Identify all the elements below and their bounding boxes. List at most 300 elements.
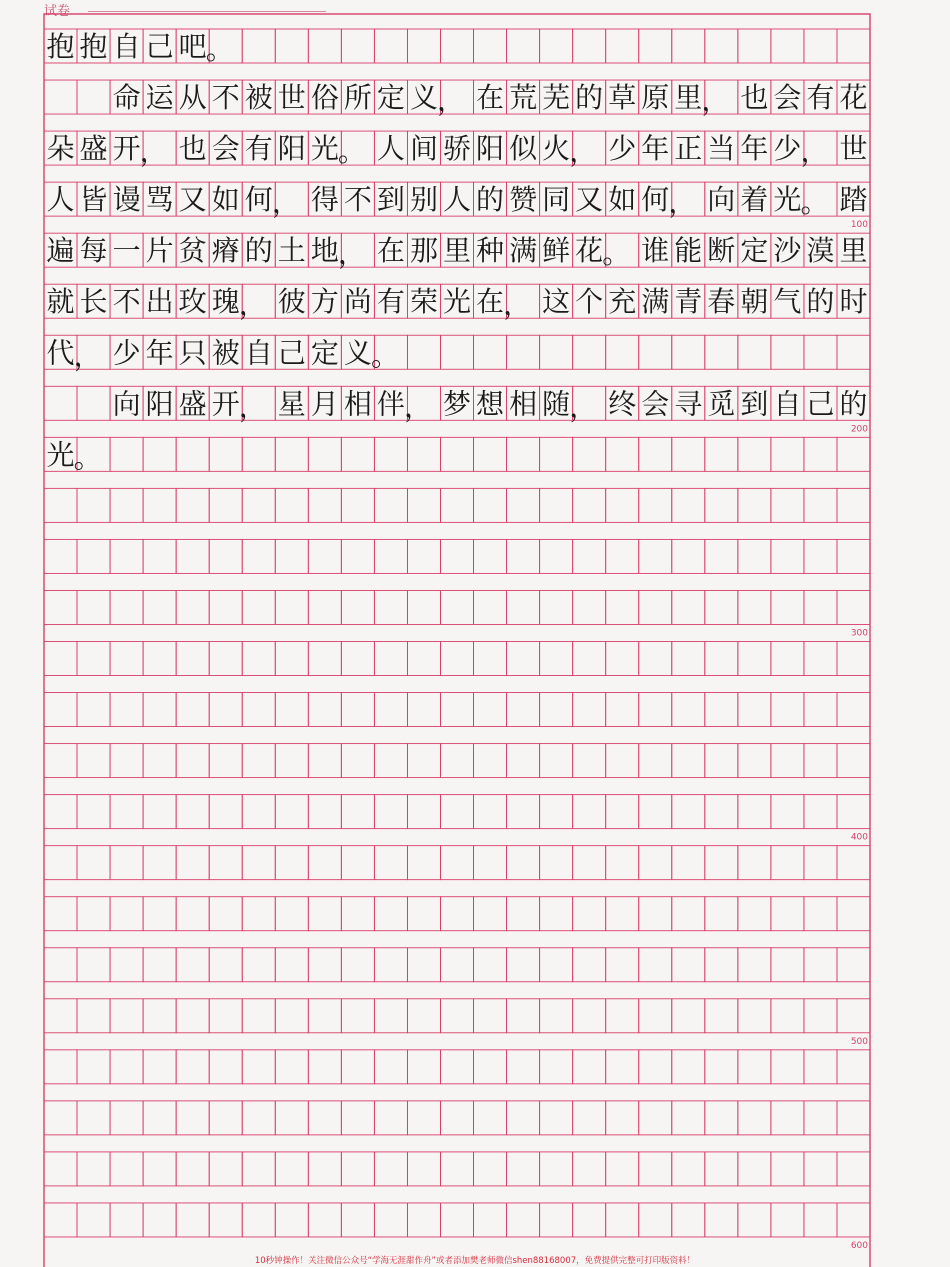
- grid-cell: [110, 1050, 143, 1084]
- grid-cell: [474, 1203, 507, 1237]
- grid-cell: [474, 897, 507, 931]
- grid-cell: [639, 744, 672, 778]
- grid-cell: [804, 1152, 837, 1186]
- grid-cell: [738, 1152, 771, 1186]
- essay-character: 沙: [773, 234, 802, 268]
- grid-cell: [804, 488, 837, 522]
- grid-cell: [341, 642, 374, 676]
- essay-character: 相: [343, 387, 372, 421]
- grid-cell: [143, 1050, 176, 1084]
- grid-cell: [110, 488, 143, 522]
- grid-cell: [44, 1203, 77, 1237]
- grid-cell: [474, 1050, 507, 1084]
- grid-cell: [540, 846, 573, 880]
- grid-cell: [407, 846, 440, 880]
- essay-character: 到: [740, 387, 769, 421]
- grid-cell: [143, 437, 176, 471]
- grid-cell: [308, 948, 341, 982]
- essay-character: 年: [641, 132, 670, 166]
- grid-cell: [540, 335, 573, 369]
- grid-cell: [440, 1203, 473, 1237]
- grid-cell: [507, 642, 540, 676]
- grid-cell: [44, 590, 77, 624]
- grid-cell: [804, 1050, 837, 1084]
- grid-cell: [672, 539, 705, 573]
- grid-cell: [242, 795, 275, 829]
- grid-cell: [275, 29, 308, 63]
- grid-cell: [804, 1203, 837, 1237]
- grid-cell: [341, 693, 374, 727]
- grid-cell: [143, 539, 176, 573]
- grid-cell: [308, 795, 341, 829]
- grid-cell: [639, 1203, 672, 1237]
- grid-cell: [440, 335, 473, 369]
- grid-cell: [804, 897, 837, 931]
- grid-cell: [540, 948, 573, 982]
- grid-cell: [507, 590, 540, 624]
- essay-character: 终: [608, 387, 637, 421]
- grid-cell: [738, 29, 771, 63]
- essay-character: 踏: [839, 183, 868, 217]
- grid-cell: [639, 437, 672, 471]
- grid-cell: [341, 539, 374, 573]
- grid-cell: [110, 693, 143, 727]
- char-counter: 300: [850, 628, 868, 639]
- grid-cell: [308, 642, 341, 676]
- grid-cell: [242, 642, 275, 676]
- grid-cell: [440, 693, 473, 727]
- essay-character: 着: [740, 183, 769, 217]
- grid-cell: [606, 29, 639, 63]
- grid-cell: [771, 744, 804, 778]
- grid-cell: [44, 642, 77, 676]
- grid-cell: [639, 948, 672, 982]
- essay-character: 芜: [542, 81, 571, 115]
- grid-cell: [374, 590, 407, 624]
- essay-character: 自: [244, 336, 273, 370]
- essay-character: 长: [79, 285, 108, 319]
- essay-character: 草: [608, 81, 637, 115]
- essay-character: 就: [46, 285, 75, 319]
- grid-cell: [573, 846, 606, 880]
- grid-cell: [374, 1152, 407, 1186]
- grid-cell: [143, 999, 176, 1033]
- essay-character: 荣: [409, 285, 438, 319]
- essay-character: 出: [145, 285, 174, 319]
- essay-character: 会: [773, 81, 802, 115]
- grid-cell: [771, 693, 804, 727]
- grid-cell: [242, 693, 275, 727]
- grid-cell: [639, 693, 672, 727]
- essay-character: ，: [701, 84, 730, 118]
- grid-cell: [573, 539, 606, 573]
- essay-character: 被: [244, 81, 273, 115]
- grid-cell: [837, 999, 870, 1033]
- grid-cell: [540, 488, 573, 522]
- grid-cell: [209, 642, 242, 676]
- grid-cell: [143, 1101, 176, 1135]
- grid-cell: [474, 693, 507, 727]
- grid-cell: [837, 1203, 870, 1237]
- grid-cell: [275, 744, 308, 778]
- grid-cell: [540, 437, 573, 471]
- grid-cell: [242, 488, 275, 522]
- essay-character: 如: [211, 183, 240, 217]
- grid-cell: [77, 642, 110, 676]
- grid-cell: [540, 539, 573, 573]
- grid-cell: [639, 846, 672, 880]
- grid-cell: [738, 539, 771, 573]
- grid-cell: [440, 1050, 473, 1084]
- grid-cell: [804, 693, 837, 727]
- grid-cell: [374, 1050, 407, 1084]
- grid-cell: [705, 335, 738, 369]
- grid-cell: [308, 744, 341, 778]
- grid-cell: [143, 642, 176, 676]
- grid-cell: [407, 948, 440, 982]
- grid-cell: [507, 795, 540, 829]
- grid-cell: [573, 335, 606, 369]
- grid-cell: [573, 693, 606, 727]
- grid-cell: [474, 1152, 507, 1186]
- grid-cell: [209, 897, 242, 931]
- grid-cell: [110, 437, 143, 471]
- essay-character: 皆: [79, 183, 108, 217]
- essay-character: 吧: [178, 30, 207, 63]
- grid-cell: [573, 897, 606, 931]
- essay-character: 会: [211, 132, 240, 166]
- essay-character: 寻: [674, 387, 703, 421]
- grid-cell: [374, 744, 407, 778]
- grid-cell: [275, 948, 308, 982]
- grid-cell: [507, 744, 540, 778]
- essay-character: 自: [773, 387, 802, 421]
- grid-cell: [44, 795, 77, 829]
- essay-character: 俗: [310, 81, 339, 115]
- grid-cell: [440, 999, 473, 1033]
- grid-cell: [176, 999, 209, 1033]
- grid-cell: [440, 437, 473, 471]
- grid-cell: [341, 1101, 374, 1135]
- grid-cell: [407, 1152, 440, 1186]
- grid-cell: [374, 846, 407, 880]
- grid-cell: [672, 1203, 705, 1237]
- essay-character: 的: [575, 81, 604, 115]
- grid-cell: [738, 897, 771, 931]
- grid-cell: [705, 1050, 738, 1084]
- grid-cell: [242, 1050, 275, 1084]
- essay-character: 人: [442, 183, 472, 217]
- grid-cell: [341, 897, 374, 931]
- essay-character: 开: [211, 387, 240, 421]
- grid-cell: [209, 744, 242, 778]
- grid-cell: [374, 539, 407, 573]
- grid-cell: [507, 29, 540, 63]
- grid-cell: [540, 590, 573, 624]
- grid-cell: [209, 590, 242, 624]
- essay-character: 。: [800, 186, 829, 220]
- grid-cell: [507, 539, 540, 573]
- grid-cell: [606, 744, 639, 778]
- grid-cell: [209, 488, 242, 522]
- grid-cell: [705, 29, 738, 63]
- essay-character: 命: [112, 81, 141, 115]
- grid-cell: [837, 1152, 870, 1186]
- grid-cell: [804, 999, 837, 1033]
- essay-character: ，: [271, 186, 300, 220]
- grid-cell: [804, 29, 837, 63]
- grid-cell: [606, 642, 639, 676]
- essay-character: 光: [46, 438, 75, 472]
- grid-cell: [242, 437, 275, 471]
- essay-character: 里: [442, 234, 472, 268]
- essay-character: 阳: [145, 387, 174, 421]
- essay-character: 开: [112, 132, 141, 166]
- grid-cell: [209, 1203, 242, 1237]
- essay-character: 满: [641, 285, 670, 319]
- grid-cell: [44, 744, 77, 778]
- grid-cell: [738, 488, 771, 522]
- grid-cell: [143, 488, 176, 522]
- grid-cell: [705, 999, 738, 1033]
- grid-cell: [44, 80, 77, 114]
- essay-character: 个: [575, 285, 604, 319]
- essay-character: 骄: [442, 132, 472, 166]
- grid-cell: [110, 795, 143, 829]
- grid-cell: [44, 1101, 77, 1135]
- grid-cell: [837, 795, 870, 829]
- grid-cell: [110, 1101, 143, 1135]
- essay-character: 赞: [509, 183, 538, 217]
- grid-cell: [77, 488, 110, 522]
- grid-cell: [771, 590, 804, 624]
- grid-cell: [705, 488, 738, 522]
- grid-cell: [308, 488, 341, 522]
- grid-cell: [837, 539, 870, 573]
- grid-cell: [407, 999, 440, 1033]
- essay-character: 荒: [509, 81, 538, 115]
- grid-cell: [672, 29, 705, 63]
- grid-cell: [407, 437, 440, 471]
- essay-character: 在: [376, 234, 405, 268]
- grid-cell: [44, 386, 77, 420]
- essay-character: 一: [112, 234, 141, 268]
- grid-cell: [143, 1203, 176, 1237]
- grid-cell: [771, 1101, 804, 1135]
- grid-cell: [837, 846, 870, 880]
- grid-cell: [474, 335, 507, 369]
- essay-character: 青: [674, 285, 703, 319]
- grid-cell: [176, 1203, 209, 1237]
- essay-character: 。: [73, 441, 102, 475]
- grid-cell: [77, 1152, 110, 1186]
- essay-character: 世: [277, 81, 306, 115]
- grid-cell: [308, 29, 341, 63]
- essay-character: 代: [46, 336, 75, 370]
- grid-cell: [44, 539, 77, 573]
- essay-character: 似: [509, 132, 538, 166]
- grid-cell: [440, 795, 473, 829]
- essay-character: 定: [376, 81, 405, 115]
- grid-cell: [606, 846, 639, 880]
- grid-cell: [77, 948, 110, 982]
- grid-cell: [110, 1203, 143, 1237]
- essay-character: 每: [79, 234, 108, 268]
- essay-character: 有: [376, 285, 405, 319]
- grid-cell: [77, 846, 110, 880]
- essay-character: 贫: [178, 234, 207, 268]
- essay-character: ，: [503, 288, 532, 322]
- grid-cell: [705, 846, 738, 880]
- grid-cell: [804, 539, 837, 573]
- grid-cell: [341, 437, 374, 471]
- essay-character: 气: [773, 285, 802, 319]
- grid-cell: [804, 1101, 837, 1135]
- essay-character: 定: [740, 234, 769, 268]
- grid-cell: [672, 693, 705, 727]
- grid-cell: [341, 795, 374, 829]
- grid-cell: [507, 1050, 540, 1084]
- grid-cell: [440, 642, 473, 676]
- grid-cell: [242, 1203, 275, 1237]
- grid-cell: [44, 693, 77, 727]
- grid-cell: [407, 795, 440, 829]
- essay-character: 间: [409, 132, 438, 166]
- essay-character: ，: [668, 186, 697, 220]
- grid-cell: [540, 693, 573, 727]
- essay-character: ，: [139, 135, 168, 169]
- grid-cell: [804, 795, 837, 829]
- grid-cell: [275, 693, 308, 727]
- grid-cell: [407, 744, 440, 778]
- grid-cell: [474, 488, 507, 522]
- grid-cell: [738, 948, 771, 982]
- essay-character: ，: [569, 390, 598, 424]
- grid-cell: [209, 1050, 242, 1084]
- grid-cell: [209, 795, 242, 829]
- grid-cell: [176, 846, 209, 880]
- grid-cell: [440, 744, 473, 778]
- essay-character: 到: [376, 183, 405, 217]
- grid-cell: [837, 897, 870, 931]
- grid-cell: [573, 29, 606, 63]
- essay-character: 的: [806, 285, 835, 319]
- essay-character: 。: [370, 339, 399, 373]
- essay-character: 尚: [343, 285, 372, 319]
- grid-cell: [573, 744, 606, 778]
- grid-cell: [507, 1152, 540, 1186]
- grid-cell: [44, 1152, 77, 1186]
- grid-cell: [209, 693, 242, 727]
- grid-cell: [77, 693, 110, 727]
- essay-character: 骂: [145, 183, 174, 217]
- grid-cell: [771, 846, 804, 880]
- grid-cell: [176, 437, 209, 471]
- grid-cell: [77, 1050, 110, 1084]
- grid-cell: [771, 437, 804, 471]
- grid-cell: [705, 948, 738, 982]
- grid-cell: [275, 590, 308, 624]
- grid-cell: [209, 1152, 242, 1186]
- grid-cell: [308, 1101, 341, 1135]
- grid-cell: [639, 590, 672, 624]
- essay-character: 这: [542, 285, 571, 319]
- grid-cell: [837, 1101, 870, 1135]
- essay-character: 片: [145, 234, 174, 268]
- grid-cell: [374, 897, 407, 931]
- grid-cell: [639, 29, 672, 63]
- essay-character: 从: [178, 81, 207, 115]
- essay-character: 花: [575, 234, 604, 268]
- grid-cell: [606, 437, 639, 471]
- grid-cell: [804, 744, 837, 778]
- grid-cell: [44, 999, 77, 1033]
- grid-cell: [143, 1152, 176, 1186]
- grid-cell: [474, 744, 507, 778]
- grid-cell: [639, 999, 672, 1033]
- grid-cell: [639, 897, 672, 931]
- grid-cell: [308, 539, 341, 573]
- grid-cell: [606, 590, 639, 624]
- grid-cell: [606, 948, 639, 982]
- grid-cell: [209, 846, 242, 880]
- grid-cell: [705, 744, 738, 778]
- essay-character: 不: [211, 81, 240, 115]
- grid-cell: [771, 948, 804, 982]
- essay-character: 种: [476, 234, 505, 268]
- essay-character: ，: [238, 390, 267, 424]
- grid-cell: [242, 29, 275, 63]
- grid-cell: [837, 642, 870, 676]
- grid-cell: [242, 1101, 275, 1135]
- grid-cell: [474, 29, 507, 63]
- grid-cell: [242, 1152, 275, 1186]
- essay-character: 向: [112, 387, 141, 421]
- grid-cell: [275, 1101, 308, 1135]
- essay-character: 盛: [79, 132, 108, 166]
- grid-cell: [308, 846, 341, 880]
- grid-cell: [374, 1101, 407, 1135]
- grid-cell: [474, 1101, 507, 1135]
- grid-cell: [77, 590, 110, 624]
- grid-cell: [275, 846, 308, 880]
- grid-cell: [242, 744, 275, 778]
- essay-character: 运: [145, 81, 174, 115]
- grid-cell: [374, 29, 407, 63]
- grid-cell: [837, 693, 870, 727]
- grid-cell: [573, 1152, 606, 1186]
- grid-cell: [507, 437, 540, 471]
- grid-cell: [639, 539, 672, 573]
- grid-cell: [407, 1203, 440, 1237]
- grid-cell: [341, 948, 374, 982]
- grid-cell: [176, 897, 209, 931]
- grid-cell: [341, 744, 374, 778]
- grid-cell: [738, 795, 771, 829]
- grid-cell: [440, 590, 473, 624]
- essay-character: 年: [145, 336, 174, 370]
- grid-cell: [44, 488, 77, 522]
- grid-cell: [639, 795, 672, 829]
- grid-cell: [143, 590, 176, 624]
- essay-character: 漠: [806, 234, 835, 268]
- grid-cell: [474, 590, 507, 624]
- essay-character: 光: [310, 132, 339, 166]
- grid-cell: [374, 642, 407, 676]
- grid-cell: [672, 1101, 705, 1135]
- essay-character: 又: [575, 183, 604, 217]
- grid-cell: [474, 795, 507, 829]
